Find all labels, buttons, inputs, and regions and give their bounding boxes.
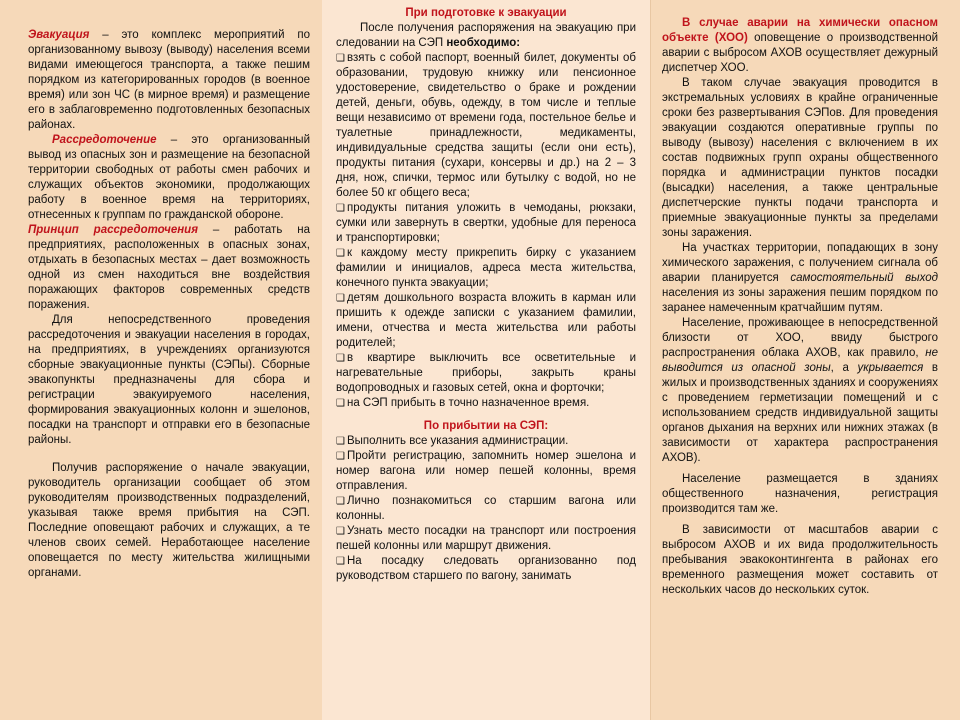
dispersal-definition: [28, 133, 310, 223]
shelter-italic-2: укрывается: [857, 362, 924, 374]
intro-text: После получения распоряжения на эвакуацию при следовании на СЭП: [336, 22, 636, 49]
list-item: [336, 524, 636, 554]
left-column: [0, 0, 322, 720]
self-exit-b: населения из зоны заражения пешим порядком по заранее намеченным кратчайшим путям.: [662, 287, 938, 314]
list-item-text: в квартире выключить все осветительные и нагревательные приборы, закрыть краны водопроводных и газовых сетей, окна и форточки;: [336, 352, 636, 394]
checkbox-bullet-icon: ❑: [336, 556, 345, 567]
duration-paragraph: В зависимости от масштабов аварии с выбросом АХОВ и их вида продолжительность пребывания эвакоконтингента в районах его временного размещения может составить от нескольких часов до нескольких суток.: [662, 524, 938, 596]
checkbox-bullet-icon: ❑: [336, 353, 345, 364]
checkbox-bullet-icon: ❑: [336, 398, 345, 409]
accident-heading: В случае аварии на химически опасном объекте (ХОО): [662, 17, 938, 44]
evacuation-definition: [28, 28, 310, 133]
list-item-text: продукты питания уложить в чемоданы, рюкзаки, сумки или завернуть в свертки, удобные для переноса и транспортировки;: [336, 202, 636, 244]
middle-column: [322, 0, 650, 720]
list-item: [336, 291, 636, 351]
shelter-b: , а: [830, 362, 858, 374]
list-item-text: детям дошкольного возраста вложить в карман или пришить к одежде записки с указанием фамилии, имени, отчества и места жительства или работы родителей;: [336, 292, 636, 349]
list-item: [336, 554, 636, 584]
dispersal-text: – это организованный вывод из опасных зон и размещение на безопасной территории свободных от работы смен рабочих и служащих объектов экономики, продолжающих работу в военное время на территориях, отнесенных к группам по гражданской обороне.: [28, 134, 310, 221]
sep-paragraph: Для непосредственного проведения рассредоточения и эвакуации населения в городах, на предприятиях, в учреждениях организуются сборные эвакуационные пункты (СЭПы). Сборные эвакопункты предназначены для сбора и регистрации эвакуируемого населения, формирования эвакуационных колонн и эшелонов, посадки на транспорт и отправки его в безопасные районы.: [28, 314, 310, 446]
arrival-title: По прибытии на СЭП:: [423, 420, 549, 432]
self-exit-paragraph: [662, 241, 938, 316]
shelter-a: Население, проживающее в непосредственной близости от ХОО, ввиду быстрого распространения облака АХОВ, как правило,: [662, 317, 938, 359]
accident-paragraph: [662, 16, 938, 76]
list-item: [336, 351, 636, 396]
term-evacuation: Эвакуация: [28, 29, 90, 41]
dispersal-principle-text: – работать на предприятиях, расположенных в опасных зонах, отдыхать в безопасных местах – дает возможность одной из смен находиться вне воздействия поражающих факторов современных средств поражения.: [28, 224, 310, 311]
extreme-evacuation-paragraph: В таком случае эвакуация проводится в экстремальных условиях в крайне ограниченные сроки без развертывания СЭПов. Для проведения эвакуации создаются оперативные группы по выводу (вывозу) населения с включением в их состав подвижных групп охраны общественного порядка и администрации пунктов посадки (высадки) населения, а также центральные диспетчерские пункты подачи транспорта и приемные эвакуационные пункты за пределами зоны заражения.: [662, 77, 938, 239]
dispersal-principle: [28, 223, 310, 313]
accident-text: оповещение о производственной аварии с выбросом АХОВ осуществляет дежурный диспетчер ХОО.: [662, 32, 938, 74]
list-item-text: к каждому месту прикрепить бирку с указанием фамилии и инициалов, адреса места жительства, конечного пункта эвакуации;: [336, 247, 636, 289]
checkbox-bullet-icon: ❑: [336, 248, 345, 259]
list-item: [336, 51, 636, 201]
term-dispersal-principle: Принцип рассредоточения: [28, 224, 198, 236]
checkbox-bullet-icon: ❑: [336, 526, 345, 537]
preparation-title: При подготовке к эвакуации: [405, 7, 567, 19]
order-paragraph: Получив распоряжение о начале эвакуации, руководитель организации сообщает об этом руководителям производственных подразделений, указывая также время прибытия на СЭП. Последние оповещают рабочих и служащих, а те членов своих семей. Неработающее население оповещается по месту жительства жилищными органами.: [28, 462, 310, 579]
shelter-c: в жилых и производственных зданиях и сооружениях с проведением герметизации помещений и с использованием средств индивидуальной защиты органов дыхания на верхних или нижних этажах (в зависимости от характера распространения АХОВ).: [662, 362, 938, 464]
list-item: [336, 494, 636, 524]
list-item: [336, 201, 636, 246]
list-item: [336, 396, 636, 411]
checkbox-bullet-icon: ❑: [336, 451, 345, 462]
preparation-intro: [336, 21, 636, 51]
list-item-text: На посадку следовать организованно под руководством старшего по вагону, занимать: [336, 555, 636, 582]
self-exit-a: На участках территории, попадающих в зону химического заражения, с получением сигнала об аварии планируется: [662, 242, 938, 284]
self-exit-italic: самостоятельный выход: [790, 272, 939, 284]
shelter-italic-1: не выводится из опасной зоны: [662, 347, 938, 374]
evacuation-text: – это комплекс мероприятий по организованному вывозу (выводу) населения всеми видами имеющегося транспорта, а также пешим порядком из категорированных городов (в военное время) или зон ЧС (в мирное время) и размещение его в заблаговременно подготовленных безопасных районах.: [28, 29, 310, 131]
intro-necessary: необходимо:: [446, 37, 521, 49]
list-item-text: Лично познакомиться со старшим вагона или колонны.: [336, 495, 636, 522]
preparation-list: [336, 51, 636, 411]
checkbox-bullet-icon: ❑: [336, 53, 345, 64]
list-item-text: Выполнить все указания администрации.: [346, 435, 569, 447]
list-item: [336, 449, 636, 494]
arrival-list: [336, 434, 636, 584]
list-item: [336, 434, 636, 449]
list-item-text: взять с собой паспорт, военный билет, документы об образовании, трудовую книжку или пенсионное удостоверение, свидетельство о браке и рождении детей, деньги, обувь, одежду, в том числе и теплые вещи независимо от времени года, постельное белье и туалетные принадлежности, медикаменты, индивидуальные средства защиты (если они есть), продукты питания (сухари, консервы и др.) на 2 – 3 дня, нож, спички, термос или бутылку с водой, но не более 50 кг общего веса;: [336, 52, 636, 199]
checkbox-bullet-icon: ❑: [336, 203, 345, 214]
list-item-text: Пройти регистрацию, запомнить номер эшелона и номер вагона или номер пешей колонны, время отправления.: [336, 450, 636, 492]
term-dispersal: Рассредоточение: [52, 134, 157, 146]
checkbox-bullet-icon: ❑: [336, 436, 345, 447]
checkbox-bullet-icon: ❑: [336, 496, 345, 507]
right-column: [650, 0, 960, 720]
list-item-text: на СЭП прибыть в точно назначенное время.: [346, 397, 590, 409]
checkbox-bullet-icon: ❑: [336, 293, 345, 304]
list-item: [336, 246, 636, 291]
list-item-text: Узнать место посадки на транспорт или построения пешей колонны или маршрут движения.: [336, 525, 636, 552]
shelter-paragraph: [662, 316, 938, 466]
placement-paragraph: Население размещается в зданиях общественного назначения, регистрация производится там же.: [662, 473, 938, 515]
